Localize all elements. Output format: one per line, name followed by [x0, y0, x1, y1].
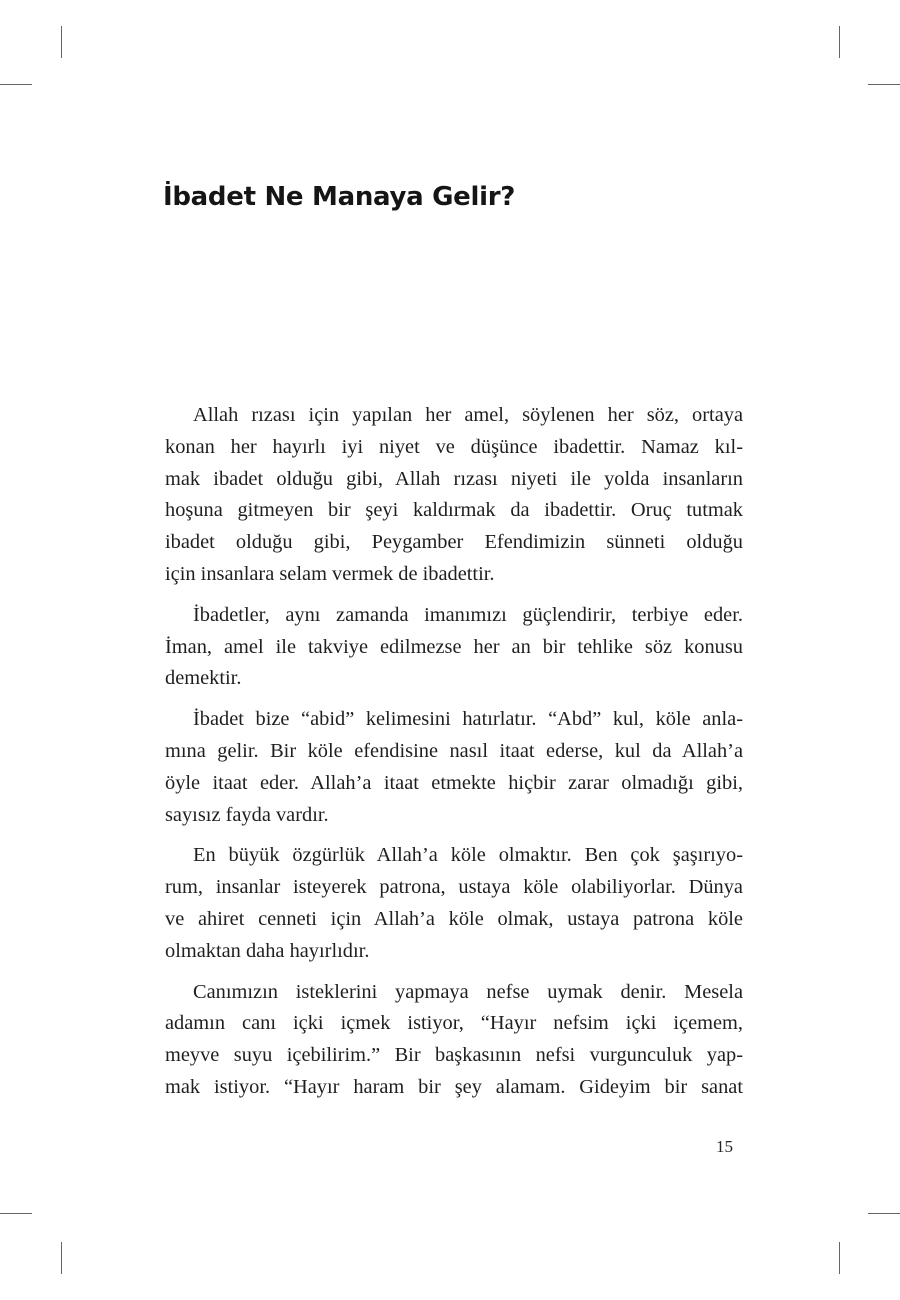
- text-line: İman, amel ile takviye edilmezse her an bir tehlike söz konusu: [165, 635, 743, 658]
- text-line: konan her hayırlı iyi niyet ve düşünce ibadettir. Namaz kıl-: [165, 435, 743, 458]
- paragraph: [165, 704, 743, 831]
- text-line: için insanlara selam vermek de ibadettir.: [165, 562, 495, 585]
- text-line: adamın canı içki içmek istiyor, “Hayır nefsim içki içemem,: [165, 1012, 743, 1035]
- text-line: Allah rızası için yapılan her amel, söylenen her söz, ortaya: [193, 404, 743, 426]
- text-line: ve ahiret cenneti için Allah’a köle olmak, ustaya patrona köle: [165, 907, 743, 930]
- chapter-title: İbadet Ne Manaya Gelir?: [163, 182, 516, 212]
- text-line: İbadet bize “abid” kelimesini hatırlatır. “Abd” kul, köle anla-: [193, 708, 743, 731]
- text-line: İbadetler, aynı zamanda imanımızı güçlendirir, terbiye eder.: [193, 603, 743, 626]
- text-line: hoşuna gitmeyen bir şeyi kaldırmak da ibadettir. Oruç tutmak: [165, 499, 743, 522]
- text-line: Canımızın isteklerini yapmaya nefse uymak denir. Mesela: [193, 980, 743, 1003]
- text-line: En büyük özgürlük Allah’a köle olmaktır. Ben çok şaşırıyo-: [193, 844, 743, 867]
- crop-mark-bottom-left: [61, 1242, 62, 1274]
- paragraph: [165, 400, 743, 591]
- text-line: olmaktan daha hayırlıdır.: [165, 939, 370, 962]
- text-line: mak ibadet olduğu gibi, Allah rızası niyeti ile yolda insanların: [165, 467, 743, 490]
- text-line: mak istiyor. “Hayır haram bir şey alamam. Gideyim bir sanat: [165, 1075, 743, 1098]
- text-line: demektir.: [165, 667, 242, 690]
- text-line: ibadet olduğu gibi, Peygamber Efendimizin sünneti olduğu: [165, 531, 743, 554]
- text-line: sayısız fayda vardır.: [165, 803, 329, 826]
- paragraph: [165, 977, 743, 1104]
- text-line: öyle itaat eder. Allah’a itaat etmekte hiçbir zarar olmadığı gibi,: [165, 771, 743, 794]
- crop-mark-top-left: [61, 26, 62, 58]
- page-number: 15: [716, 1137, 733, 1156]
- crop-mark-right-top: [868, 84, 900, 85]
- paragraph: [165, 600, 743, 695]
- crop-mark-right-bottom: [868, 1213, 900, 1214]
- text-line: rum, insanlar isteyerek patrona, ustaya köle olabiliyorlar. Dünya: [165, 876, 743, 899]
- crop-mark-top-right: [839, 26, 840, 58]
- text-line: meyve suyu içebilirim.” Bir başkasının nefsi vurgunculuk yap-: [165, 1044, 743, 1067]
- text-line: mına gelir. Bir köle efendisine nasıl itaat ederse, kul da Allah’a: [165, 739, 743, 762]
- paragraph: [165, 840, 743, 967]
- body-text: [165, 400, 743, 1113]
- crop-mark-left-top: [0, 84, 32, 85]
- crop-mark-bottom-right: [839, 1242, 840, 1274]
- crop-mark-left-bottom: [0, 1213, 32, 1214]
